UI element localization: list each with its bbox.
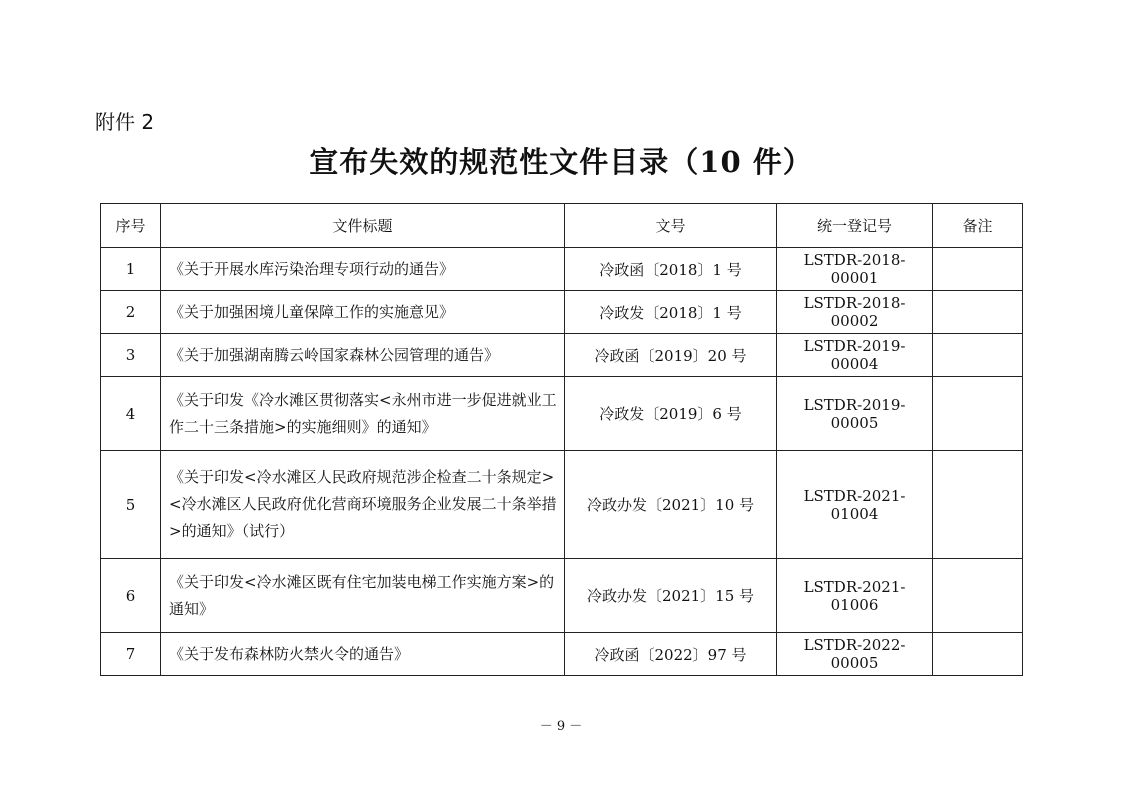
cell-reg-number: LSTDR-2021-01004 [777, 451, 933, 559]
cell-doc-number: 冷政发〔2019〕6 号 [565, 377, 777, 451]
cell-seq: 7 [101, 633, 161, 676]
cell-doc-title: 《关于加强困境儿童保障工作的实施意见》 [161, 291, 565, 334]
cell-seq: 1 [101, 248, 161, 291]
cell-reg-number: LSTDR-2022-00005 [777, 633, 933, 676]
table-row [101, 334, 1023, 377]
table-row [101, 248, 1023, 291]
header-reg-number: 统一登记号 [777, 204, 933, 248]
cell-remarks [933, 291, 1023, 334]
cell-seq: 5 [101, 451, 161, 559]
cell-remarks [933, 633, 1023, 676]
table-row [101, 451, 1023, 559]
cell-remarks [933, 559, 1023, 633]
cell-doc-title: 《关于印发《冷水滩区贯彻落实<永州市进一步促进就业工作二十三条措施>的实施细则》的通知》 [161, 377, 565, 451]
cell-reg-number: LSTDR-2019-00005 [777, 377, 933, 451]
cell-reg-number: LSTDR-2018-00001 [777, 248, 933, 291]
cell-doc-number: 冷政办发〔2021〕15 号 [565, 559, 777, 633]
table-header-row [101, 204, 1023, 248]
header-seq: 序号 [101, 204, 161, 248]
cell-doc-number: 冷政函〔2018〕1 号 [565, 248, 777, 291]
header-doc-title: 文件标题 [161, 204, 565, 248]
document-table [100, 203, 1023, 676]
header-doc-number: 文号 [565, 204, 777, 248]
cell-reg-number: LSTDR-2018-00002 [777, 291, 933, 334]
table-row [101, 291, 1023, 334]
attachment-label: 附件 2 [95, 110, 155, 134]
page-title: 宣布失效的规范性文件目录（10 件） [309, 145, 813, 179]
header-remarks: 备注 [933, 204, 1023, 248]
cell-doc-number: 冷政函〔2019〕20 号 [565, 334, 777, 377]
cell-doc-number: 冷政办发〔2021〕10 号 [565, 451, 777, 559]
cell-doc-number: 冷政函〔2022〕97 号 [565, 633, 777, 676]
cell-seq: 6 [101, 559, 161, 633]
cell-seq: 3 [101, 334, 161, 377]
cell-reg-number: LSTDR-2021-01006 [777, 559, 933, 633]
cell-remarks [933, 377, 1023, 451]
table-row [101, 633, 1023, 676]
cell-doc-title: 《关于印发<冷水滩区人民政府规范涉企检查二十条规定><冷水滩区人民政府优化营商环境服务企业发展二十条举措>的通知》（试行） [161, 451, 565, 559]
cell-seq: 2 [101, 291, 161, 334]
cell-doc-title: 《关于加强湖南腾云岭国家森林公园管理的通告》 [161, 334, 565, 377]
cell-doc-title: 《关于印发<冷水滩区既有住宅加装电梯工作实施方案>的通知》 [161, 559, 565, 633]
page-number: － 9 － [539, 719, 583, 734]
cell-doc-number: 冷政发〔2018〕1 号 [565, 291, 777, 334]
cell-doc-title: 《关于开展水库污染治理专项行动的通告》 [161, 248, 565, 291]
cell-seq: 4 [101, 377, 161, 451]
cell-reg-number: LSTDR-2019-00004 [777, 334, 933, 377]
table-row [101, 377, 1023, 451]
cell-doc-title: 《关于发布森林防火禁火令的通告》 [161, 633, 565, 676]
cell-remarks [933, 248, 1023, 291]
cell-remarks [933, 451, 1023, 559]
table-row [101, 559, 1023, 633]
cell-remarks [933, 334, 1023, 377]
